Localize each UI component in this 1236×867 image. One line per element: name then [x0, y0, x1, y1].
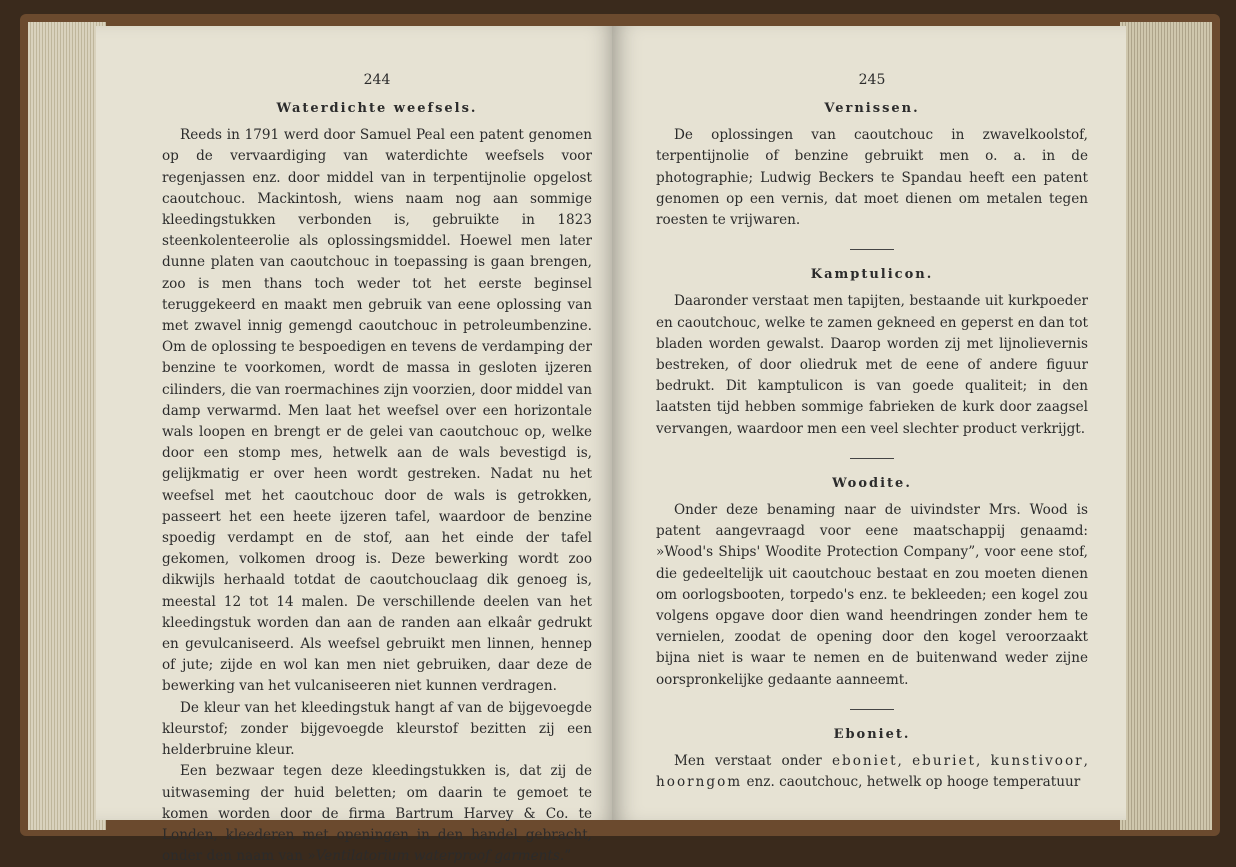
left-page [96, 26, 616, 865]
paragraph [162, 761, 592, 867]
paragraph-text: Men verstaat onder [674, 753, 832, 770]
spaced-term: eboniet [832, 753, 898, 770]
paragraph: Daaronder verstaat men tapijten, bestaande uit kurkpoeder en caoutchouc, welke te zamen gekneed en geperst en dan tot bladen worden gewalst. Daarop worden zij met lijnolievernis bestreken, of door oliedruk met de eene of andere figuur bedrukt. Dit kamptulicon is van goede qualiteit; in den laatsten tijd hebben sommige fabrieken de kurk door zaagsel vervangen, waardoor men een veel slechter product verkrijgt. [656, 293, 1088, 437]
left-page-edges [28, 22, 106, 830]
heading-waterdichte-weefsels: Waterdichte weefsels. [276, 101, 478, 116]
heading-kamptulicon: Kamptulicon. [810, 267, 934, 283]
left-page-content [162, 70, 592, 867]
paragraph-text: Een bezwaar tegen deze kleedingstukken is, dat zij de uitwaseming der huid beletten; om daarin te gemoet te komen worden door de firma Bartrum Harvey & Co. te Londen, kleederen met openingen in den handel gebracht, onder den naam van » [162, 763, 592, 865]
page-number-right: 245 [858, 72, 886, 88]
heading-woodite: Woodite. [832, 475, 912, 491]
right-page-edges [1120, 22, 1212, 830]
spaced-term: hoorngom [656, 774, 743, 791]
italic-term: Ventilatorium waterproof garments. [315, 848, 565, 865]
heading-eboniet: Eboniet. [833, 726, 911, 742]
paragraph: De kleur van het kleedingstuk hangt af van de bijgevoegde kleurstof; zonder bijgevoegde kleurstof bezitten zij een helderbruine kleur. [162, 699, 592, 759]
paragraph: Reeds in 1791 werd door Samuel Peal een patent genomen op de vervaardiging van waterdichte weefsels voor regenjassen enz. door middel van in terpentijnolie opgelost caoutchouc. Mackintosh, wiens naam nog aan sommige kleedingstukken verbonden is, gebruikte in 1823 steenkolenteerolie als oplossingsmiddel. Hoewel men later dunne platen van caoutchouc in toepassing is gaan brengen, zoo is men thans toch weder tot het eerste beginsel teruggekeerd en maakt men gebruik van eene oplossing van met zwavel innig gemengd caoutchouc in petroleumbenzine. Om de oplossing te bespoedigen en tevens de verdamping der benzine te voorkomen, wordt de massa in gesloten ijzeren cilinders, die van roermachines zijn voorzien, door middel van damp verwarmd. Men laat het weefsel over een horizontale wals loopen en brengt er de gelei van caoutchouc op, welke door een stomp mes, hetwelk aan de wals bevestigd is, gelijkmatig er over heen wordt gestreken. Nadat nu het weefsel met het caoutchouc door de wals is getrokken, passeert het een heete ijzeren tafel, waardoor de benzine spoedig verdampt en de stof, aan het einde der tafel gekomen, volkomen droog is. Deze bewerking wordt zoo dikwijls herhaald totdat de caoutchouclaag dik genoeg is, meestal 12 tot 14 malen. De verschillende deelen van het kleedingstuk worden dan aan de randen aan elkaâr gedrukt en gevulcaniseerd. Als weefsel gebruikt men linnen, hennep of jute; zijde en wol kan men niet gebruiken, daar deze de bewerking van het vulcaniseeren niet kunnen verdragen. [162, 127, 592, 695]
section-divider [850, 709, 894, 710]
section-divider [850, 249, 894, 250]
closing-quote: ” [564, 848, 572, 865]
paragraph: Men verstaat onder eboniet, eburiet, kunstivoor, hoorngom enz. caoutchouc, hetwelk op hooge temperatuur [656, 753, 1088, 791]
spaced-term: kunstivoor [990, 753, 1084, 770]
right-page-content [656, 70, 1088, 793]
paragraph: De oplossingen van caoutchouc in zwavelkoolstof, terpentijnolie of benzine gebruikt men o. a. in de photographie; Ludwig Beckers te Spandau heeft een patent genomen op een vernis, dat moet dienen om metalen tegen roesten te vrijwaren. [656, 127, 1088, 229]
heading-vernissen: Vernissen. [824, 101, 920, 116]
paragraph-text: enz. caoutchouc, hetwelk op hooge temperatuur [742, 774, 1081, 791]
right-page [612, 26, 1126, 820]
page-number-left: 244 [363, 72, 391, 88]
paragraph: Onder deze benaming naar de uivindster Mrs. Wood is patent aangevraagd voor eene maatschappij genaamd: »Wood's Ships' Woodite Protection Company”, voor eene stof, die gedeeltelijk uit caoutchouc bestaat en zou moeten dienen om oorlogsbooten, torpedo's enz. te bekleeden; een kogel zou volgens opgave door dien wand heendringen zonder hem te vernielen, zoodat de opening door den kogel veroorzaakt bijna niet is waar te nemen en de buitenwand weder zijne oorspronkelijke gedaante aanneemt. [656, 502, 1088, 688]
section-divider [850, 458, 894, 459]
spaced-term: eburiet [912, 753, 976, 770]
